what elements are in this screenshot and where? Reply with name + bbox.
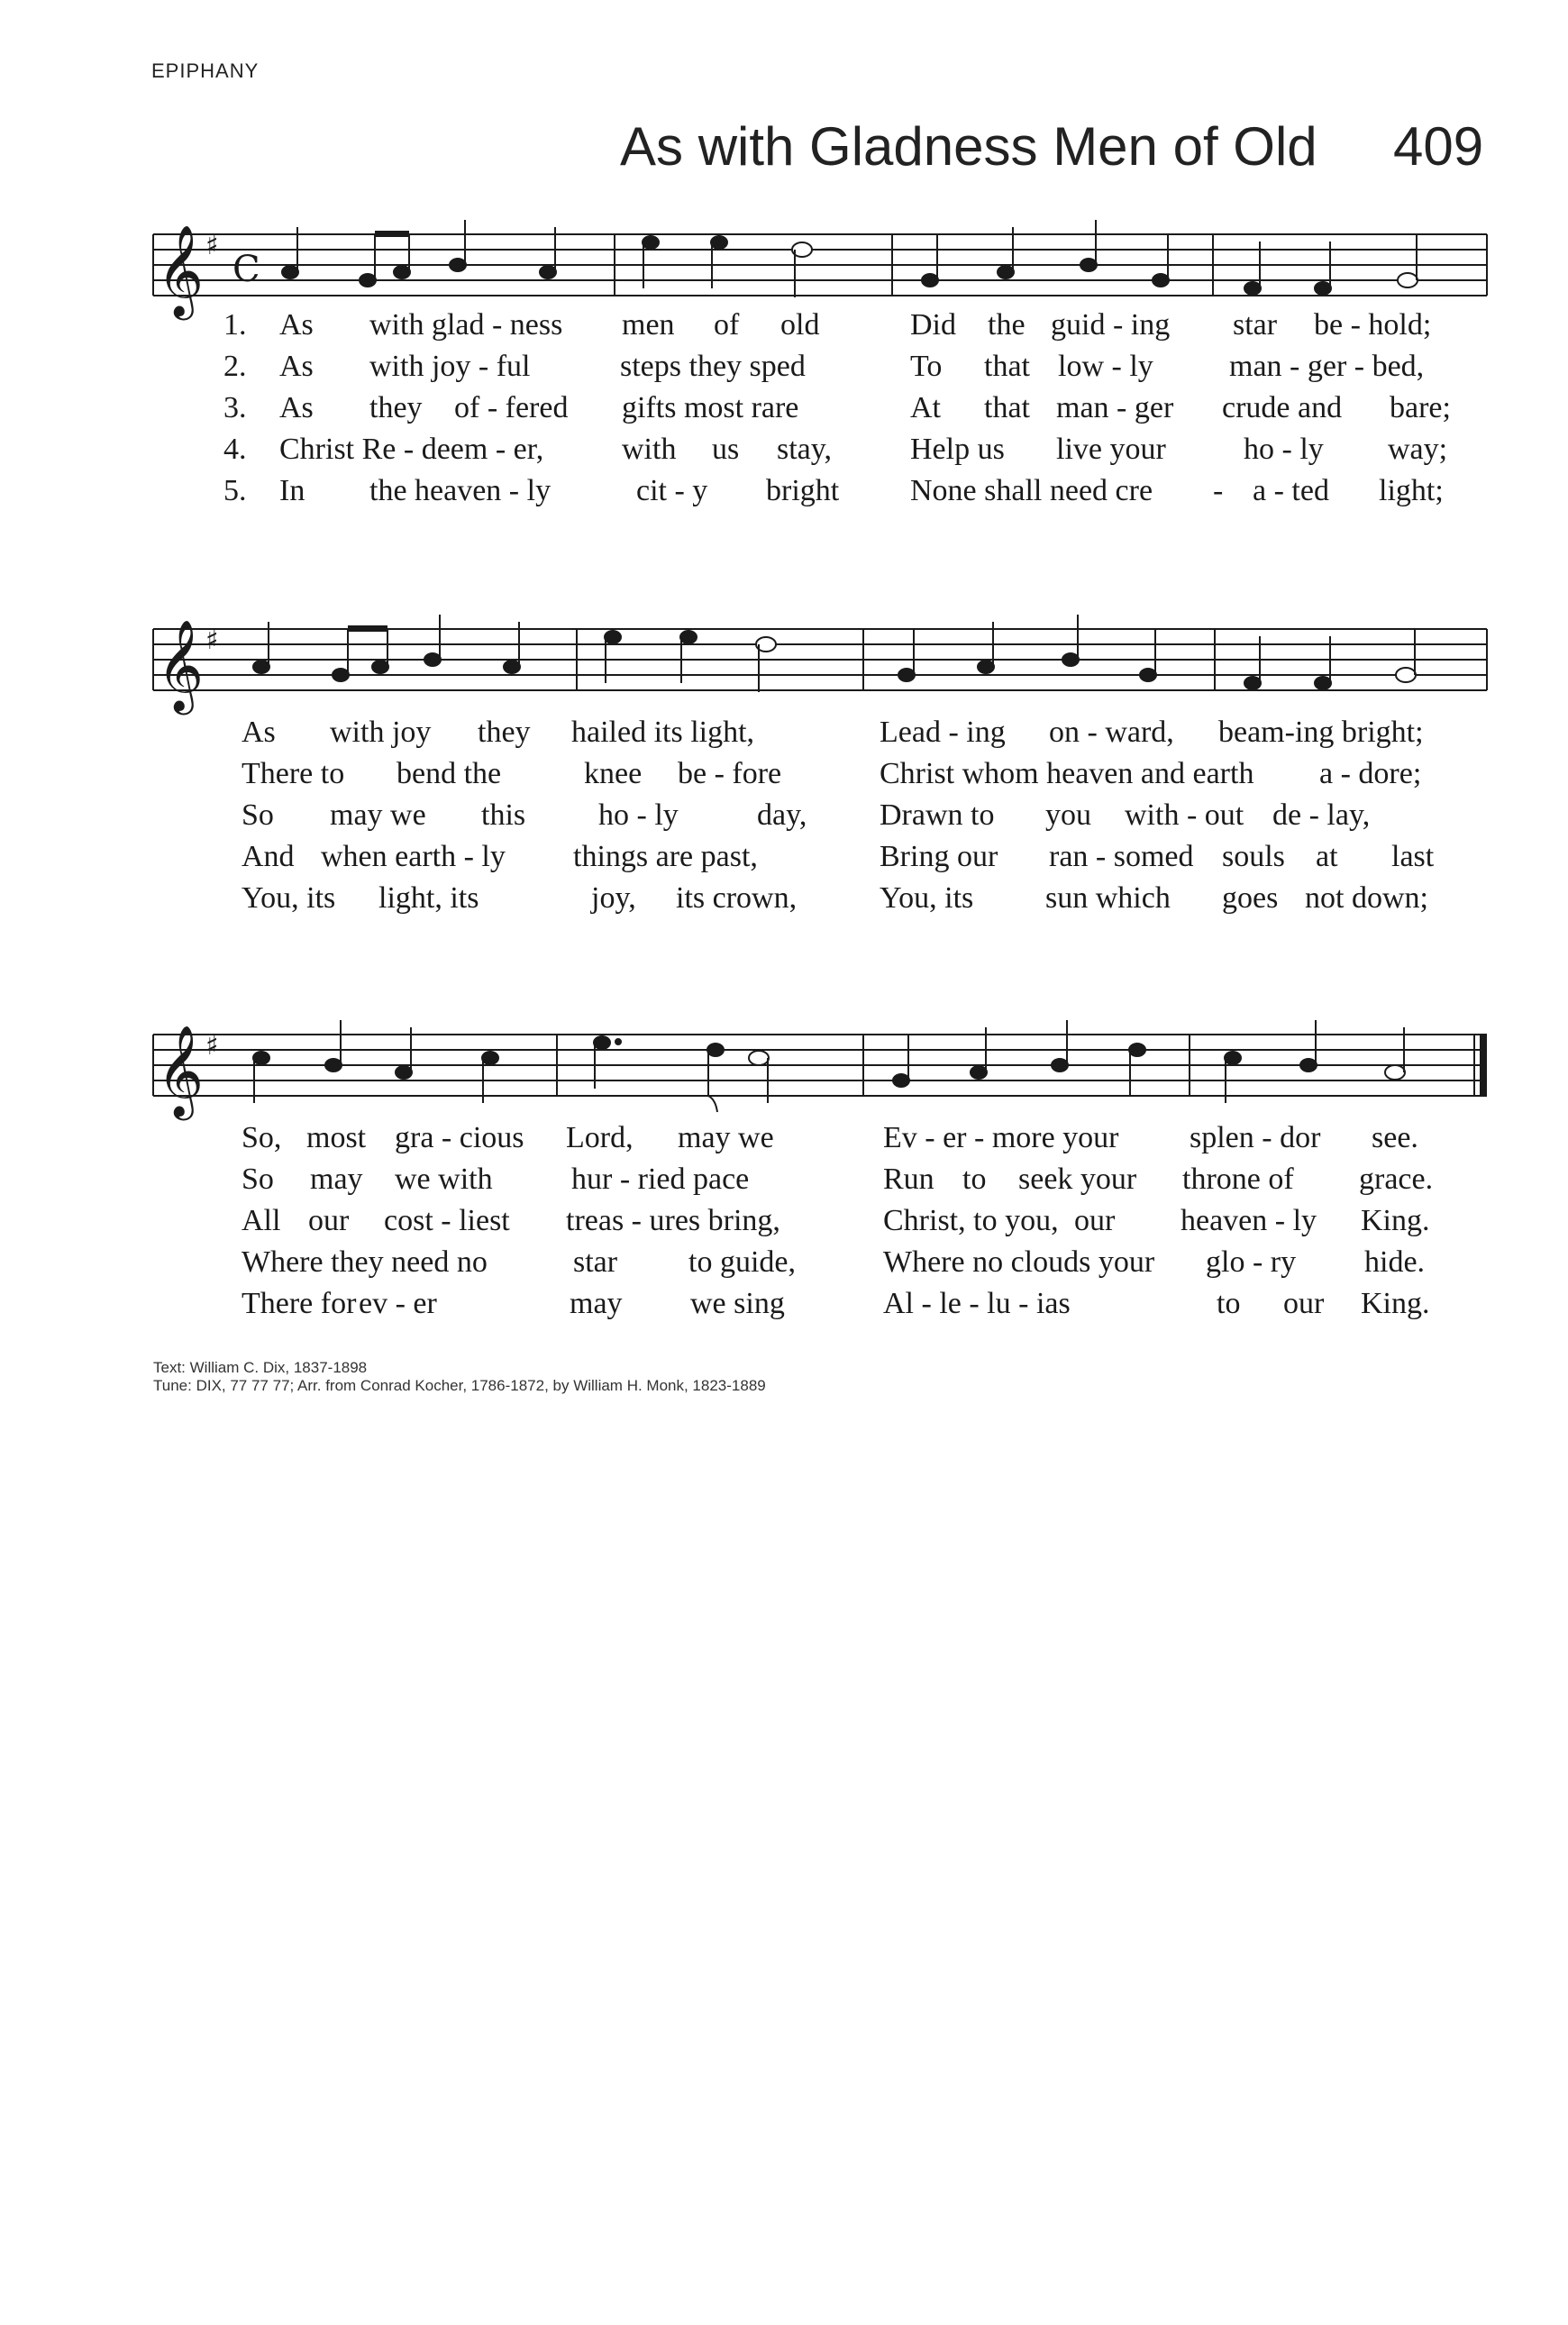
lyric-syllable: There for <box>242 1287 357 1320</box>
lyric-syllable: at <box>1316 840 1338 873</box>
lyric-syllable: to <box>1217 1287 1241 1320</box>
lyric-syllable: bend the <box>397 757 502 790</box>
lyric-syllable: may <box>310 1162 363 1196</box>
lyric-syllable: man - ger <box>1056 391 1174 424</box>
lyric-syllable: a - ted <box>1253 474 1329 507</box>
lyric-syllable: day, <box>757 798 807 832</box>
lyric-syllable: heaven - ly <box>1181 1204 1317 1237</box>
lyric-syllable: Bring our <box>880 840 998 873</box>
lyric-syllable: that <box>984 350 1030 383</box>
lyric-syllable: Did <box>910 308 956 342</box>
lyric-syllable: de - lay, <box>1272 798 1371 832</box>
lyric-syllable: be - fore <box>678 757 782 790</box>
lyric-syllable: bright <box>766 474 840 507</box>
lyric-syllable: hailed its light, <box>571 716 755 749</box>
lyric-syllable: of <box>714 308 740 342</box>
lyric-syllable: light, its <box>378 881 479 915</box>
lyric-syllable: None shall need cre <box>910 474 1153 507</box>
lyric-syllable: As <box>242 716 276 749</box>
lyric-syllable: a - dore; <box>1319 757 1422 790</box>
lyric-syllable: we sing <box>690 1287 785 1320</box>
lyric-syllable: see. <box>1372 1121 1418 1154</box>
lyric-syllable: ho - ly <box>1244 433 1324 466</box>
lyric-syllable: low - ly <box>1058 350 1153 383</box>
lyric-syllable: Christ whom heaven and earth <box>880 757 1254 790</box>
lyric-syllable: gifts most rare <box>622 391 799 424</box>
lyric-syllable: splen - dor <box>1190 1121 1321 1154</box>
lyric-syllable: At <box>910 391 941 424</box>
lyric-syllable: you <box>1045 798 1091 832</box>
staff-system-3 <box>0 1008 1568 1143</box>
lyric-syllable: joy, <box>591 881 636 915</box>
lyric-syllable: may we <box>330 798 426 832</box>
lyric-syllable: Where they need no <box>242 1245 488 1279</box>
lyric-syllable: to guide, <box>688 1245 796 1279</box>
verse-number: 2. <box>223 350 247 383</box>
lyric-syllable: on - ward, <box>1049 716 1174 749</box>
verse-number: 4. <box>223 433 247 466</box>
lyric-syllable: Ev - er - more your <box>883 1121 1119 1154</box>
lyric-syllable: our <box>1283 1287 1325 1320</box>
sharp-icon: ♯ <box>205 1030 219 1062</box>
lyric-syllable: they <box>369 391 423 424</box>
verse-number: 5. <box>223 474 247 507</box>
lyric-syllable: So, <box>242 1121 282 1154</box>
lyric-syllable: the heaven - ly <box>369 474 552 507</box>
lyric-syllable: with glad - ness <box>369 308 563 342</box>
lyric-syllable: steps they sped <box>620 350 806 383</box>
lyric-syllable: cit - y <box>636 474 708 507</box>
lyric-syllable: cost - liest <box>384 1204 510 1237</box>
lyric-syllable: to <box>962 1162 987 1196</box>
hymn-number: 409 <box>1393 116 1484 177</box>
lyric-syllable: Run <box>883 1162 934 1196</box>
lyric-syllable: we with <box>395 1162 493 1196</box>
lyric-syllable: Lead - ing <box>880 716 1006 749</box>
lyric-syllable: knee <box>584 757 643 790</box>
lyric-syllable: souls <box>1222 840 1285 873</box>
lyric-syllable: hide. <box>1364 1245 1426 1279</box>
lyric-syllable: with <box>622 433 677 466</box>
section-label: EPIPHANY <box>151 59 260 82</box>
sharp-icon: ♯ <box>205 230 219 261</box>
lyric-syllable: Christ Re - deem - er, <box>279 433 544 466</box>
lyric-syllable: seek your <box>1018 1162 1137 1196</box>
verse-number: 3. <box>223 391 247 424</box>
lyric-syllable: not down; <box>1305 881 1428 915</box>
lyric-syllable: So <box>242 798 274 832</box>
lyric-syllable: old <box>780 308 820 342</box>
lyric-syllable: And <box>242 840 295 873</box>
lyric-syllable: To <box>910 350 943 383</box>
lyric-syllable: ho - ly <box>598 798 679 832</box>
lyric-syllable: Christ, to you, <box>883 1204 1059 1237</box>
lyric-syllable: beam-ing bright; <box>1218 716 1424 749</box>
lyric-syllable: guid - ing <box>1051 308 1171 342</box>
lyric-syllable: most <box>306 1121 367 1154</box>
lyric-syllable: may we <box>678 1121 774 1154</box>
lyric-syllable: ran - somed <box>1049 840 1194 873</box>
hymn-title: As with Gladness Men of Old <box>620 116 1317 177</box>
lyric-syllable: star <box>573 1245 618 1279</box>
lyric-syllable: bare; <box>1390 391 1451 424</box>
lyric-syllable: stay, <box>777 433 833 466</box>
lyric-syllable: You, its <box>880 881 974 915</box>
lyric-syllable: be - hold; <box>1314 308 1432 342</box>
lyric-syllable: last <box>1391 840 1435 873</box>
lyric-syllable: throne of <box>1182 1162 1294 1196</box>
lyric-syllable: goes <box>1222 881 1279 915</box>
treble-clef-icon: 𝄞 <box>157 223 205 316</box>
sharp-icon: ♯ <box>205 625 219 656</box>
lyric-syllable: grace. <box>1359 1162 1434 1196</box>
lyric-syllable: As <box>279 391 314 424</box>
lyric-syllable: gra - cious <box>395 1121 524 1154</box>
lyric-syllable: All <box>242 1204 281 1237</box>
lyric-syllable: us <box>712 433 740 466</box>
lyric-syllable: man - ger - bed, <box>1229 350 1425 383</box>
common-time-icon: C <box>232 249 260 290</box>
lyric-syllable: light; <box>1379 474 1444 507</box>
lyric-syllable: our <box>308 1204 350 1237</box>
lyric-syllable: Drawn to <box>880 798 995 832</box>
treble-clef-icon: 𝄞 <box>157 618 205 711</box>
lyric-syllable: its crown, <box>676 881 798 915</box>
lyric-syllable: sun which <box>1045 881 1171 915</box>
treble-clef-icon: 𝄞 <box>157 1024 205 1117</box>
lyric-syllable: hur - ried pace <box>571 1162 750 1196</box>
lyric-syllable: that <box>984 391 1030 424</box>
lyric-syllable: of - fered <box>454 391 569 424</box>
lyric-syllable: Al - le - lu - ias <box>883 1287 1071 1320</box>
lyric-syllable: - <box>1213 474 1224 507</box>
lyric-syllable: In <box>279 474 305 507</box>
verse-number: 1. <box>223 308 247 342</box>
lyric-syllable: Lord, <box>566 1121 634 1154</box>
credits <box>153 1359 766 1395</box>
lyric-syllable: So <box>242 1162 274 1196</box>
lyric-syllable: the <box>988 308 1026 342</box>
lyric-syllable: Where no clouds your <box>883 1245 1155 1279</box>
lyric-syllable: As <box>279 308 314 342</box>
lyric-syllable: our <box>1074 1204 1116 1237</box>
lyric-syllable: men <box>622 308 675 342</box>
text-credit: Text: William C. Dix, 1837-1898 <box>153 1359 368 1376</box>
lyric-syllable: live your <box>1056 433 1166 466</box>
lyric-syllable: There to <box>242 757 345 790</box>
lyric-syllable: this <box>481 798 526 832</box>
lyric-syllable: King. <box>1361 1204 1430 1237</box>
lyric-syllable: King. <box>1361 1287 1430 1320</box>
lyric-syllable: ev - er <box>359 1287 437 1320</box>
lyric-syllable: with - out <box>1125 798 1244 832</box>
lyric-syllable: way; <box>1388 433 1448 466</box>
lyric-syllable: Help us <box>910 433 1005 466</box>
lyric-syllable: with joy - ful <box>369 350 531 383</box>
lyric-syllable: may <box>570 1287 623 1320</box>
lyric-syllable: star <box>1233 308 1278 342</box>
lyric-syllable: As <box>279 350 314 383</box>
lyric-syllable: things are past, <box>573 840 758 873</box>
lyric-syllable: You, its <box>242 881 336 915</box>
lyric-syllable: with joy <box>330 716 432 749</box>
lyric-syllable: crude and <box>1222 391 1343 424</box>
lyric-syllable: glo - ry <box>1206 1245 1297 1279</box>
lyric-syllable: they <box>478 716 531 749</box>
final-barline <box>1480 1035 1487 1096</box>
tune-credit: Tune: DIX, 77 77 77; Arr. from Conrad Kocher, 1786-1872, by William H. Monk, 1823-1889 <box>153 1377 766 1394</box>
lyric-syllable: treas - ures bring, <box>566 1204 780 1237</box>
lyric-syllable: when earth - ly <box>321 840 506 873</box>
